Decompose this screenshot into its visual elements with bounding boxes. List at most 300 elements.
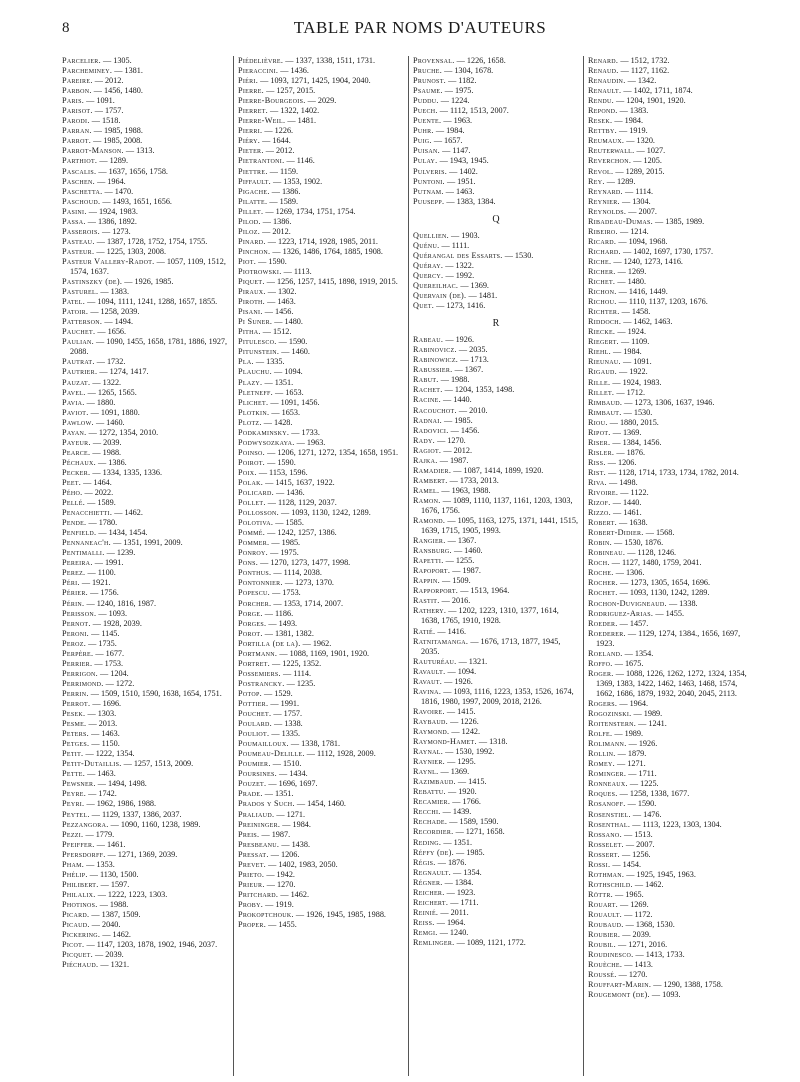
index-entry: Perrier. — 1753. [62, 658, 124, 668]
index-entry: Pennaneac'h. — 1351, 1991, 2009. [62, 538, 183, 548]
index-block-r [413, 335, 579, 948]
index-entry: Renard. — 1512, 1732. [588, 56, 670, 65]
index-entry: Raynal. — 1530, 1992. [413, 747, 495, 757]
index-entry: Röttr. — 1965. [588, 889, 644, 899]
index-entry: Rady. — 1270. [413, 435, 466, 445]
index-entry: Roussé. — 1270. [588, 970, 648, 980]
index-entry: Renaudin. — 1342. [588, 76, 657, 86]
index-entry: Parcelier. — 1305. [62, 56, 132, 65]
index-entry: Remgi. — 1240. [413, 927, 469, 937]
index-entry: Pellé. — 1589. [62, 498, 116, 508]
index-entry: Pulveris. — 1402. [413, 166, 478, 176]
index-entry: Roudinesco. — 1413, 1733. [588, 950, 685, 960]
index-entry: Poursines. — 1434. [238, 769, 308, 779]
index-entry: Quellien. — 1903. [413, 230, 480, 240]
index-entry: Portret. — 1225, 1352. [238, 658, 322, 668]
index-entry: Pouliot. — 1335. [238, 729, 301, 739]
index-entry: Pla. — 1335. [238, 357, 285, 367]
index-entry: Plichet. — 1091, 1456. [238, 397, 320, 407]
index-entry: Ravaut. — 1926. [413, 676, 473, 686]
index-entry: Plotkin. — 1653. [238, 407, 301, 417]
index-entry: Peytel. — 1129, 1337, 1386, 2037. [62, 809, 182, 819]
index-entry: Porge. — 1186. [238, 608, 294, 618]
index-entry: Pereira. — 1991. [62, 558, 124, 568]
index-entry: Perrimond. — 1272. [62, 678, 135, 688]
index-entry: Rolimann. — 1926. [588, 739, 658, 749]
index-entry: Porges. — 1493. [238, 618, 298, 628]
index-entry: Payeur. — 2039. [62, 437, 122, 447]
index-entry: Rossano. — 1513. [588, 829, 653, 839]
index-entry: Paschen. — 1964. [62, 176, 126, 186]
index-entry: Pilatte. — 1589. [238, 196, 299, 206]
index-entry: Rouault. — 1172. [588, 909, 653, 919]
index-entry: Pitunstein. — 1460. [238, 347, 310, 357]
index-entry: Resek. — 1984. [588, 116, 644, 126]
index-entry: Pfersdorff. — 1271, 1369, 2039. [62, 849, 178, 859]
index-block-p [413, 56, 579, 207]
index-entry: Paschetta. — 1470. [62, 186, 134, 196]
index-entry: Piot. — 1590. [238, 256, 287, 266]
page-title: TABLE PAR NOMS D'AUTEURS [293, 18, 547, 37]
index-entry: Paviot. — 1091, 1880. [62, 407, 140, 417]
index-entry: Polak. — 1415, 1637, 1922. [238, 477, 335, 487]
index-entry: Paulian. — 1090, 1455, 1658, 1781, 1886, 1927, 2088. [62, 337, 228, 357]
index-entry: Raymond. — 1242. [413, 727, 481, 736]
index-entry: Pautrier. — 1274, 1417. [62, 367, 149, 377]
index-entry: Perrigon. — 1204. [62, 668, 129, 678]
index-entry: Radnai. — 1985. [413, 415, 473, 425]
page-number: 8 [62, 20, 70, 36]
index-entry: Payan. — 1272, 1354, 2010. [62, 427, 159, 437]
index-entry: Renault. — 1402, 1711, 1874. [588, 86, 693, 96]
index-entry: Roederer. — 1129, 1274, 1384., 1656, 1697, 1923. [588, 628, 741, 648]
index-entry: Rouart. — 1269. [588, 899, 649, 909]
index-entry: Pruche. — 1304, 1678. [413, 66, 494, 76]
index-entry: Reiss. — 1964. [413, 917, 466, 927]
index-entry: Riddoch. — 1462, 1463. [588, 317, 673, 327]
index-entry: Proby. — 1919. [238, 899, 294, 909]
index-entry: Parcheminey. — 1381. [62, 66, 143, 76]
index-entry: Perrot. — 1696. [62, 699, 122, 708]
index-entry: Pawlow. — 1460. [62, 417, 125, 427]
index-entry: Parran. — 1985, 1988. [62, 126, 143, 136]
index-entry: Richou. — 1110, 1137, 1203, 1676. [588, 297, 708, 307]
index-entry: Ripot. — 1369. [588, 427, 642, 437]
index-entry: Péchaux. — 1386. [62, 457, 127, 467]
index-entry: Polotiva. — 1585. [238, 518, 304, 528]
index-entry: Rossert. — 1256. [588, 849, 651, 859]
index-entry: Rendu. — 1204, 1901, 1920. [588, 96, 686, 106]
index-entry: Quérangal des Essarts. — 1530. [413, 250, 534, 260]
index-entry: Rouèche. — 1413. [588, 960, 653, 970]
section-heading-r: R [492, 318, 500, 330]
index-entry: Reynier. — 1304. [588, 196, 651, 206]
index-entry: Ribeiro. — 1214. [588, 226, 649, 236]
index-entry: Rabinovicz. — 2035. [413, 345, 488, 355]
index-entry: Puntoni. — 1951. [413, 176, 476, 186]
index-entry: Potop. — 1529. [238, 688, 293, 698]
index-entry: Rist. — 1128, 1714, 1733, 1734, 1782, 2014. [588, 467, 739, 477]
index-entry: Riche. — 1240, 1273, 1416. [588, 256, 683, 266]
index-entry: Paris. — 1091. [62, 96, 115, 106]
index-entry: Pitha. — 1512. [238, 327, 292, 337]
index-entry: Régner. — 1384. [413, 877, 474, 887]
index-entry: Raynl. — 1369. [413, 767, 470, 777]
index-entry: Raynier. — 1295. [413, 757, 476, 767]
index-entry: Remlinger. — 1089, 1121, 1772. [413, 937, 526, 947]
index-entry: Petges. — 1150. [62, 739, 120, 749]
index-entry: Puisan. — 1147. [413, 146, 471, 156]
index-entry: Riegert. — 1109. [588, 337, 650, 347]
index-entry: Robin. — 1530, 1876. [588, 538, 664, 548]
index-entry: Rizof. — 1440. [588, 498, 642, 508]
index-entry: Quéray. — 1322. [413, 260, 474, 270]
index-entry: Pierre-Weil. — 1481. [238, 116, 317, 126]
index-entry: Rocher. — 1273, 1305, 1654, 1696. [588, 578, 711, 588]
index-entry: Rillet. — 1712. [588, 387, 645, 397]
index-entry: Roffo. — 1675. [588, 658, 644, 668]
index-entry: Puddu. — 1224. [413, 96, 470, 106]
index-entry: Picaud. — 2040. [62, 920, 121, 930]
index-entry: Photinos. — 1988. [62, 899, 129, 909]
index-entry: Pietrantoni. — 1146. [238, 156, 315, 166]
index-entry: Razimbaud. — 1415. [413, 777, 487, 787]
index-entry: Riecke. — 1924. [588, 327, 646, 337]
index-entry: Roeland. — 1354. [588, 648, 654, 658]
index-entry: Parthiot. — 1289. [62, 156, 128, 166]
index-entry: Recamier. — 1766. [413, 797, 481, 807]
index-entry: Parodi. — 1518. [62, 116, 121, 126]
index-entry: Pasturel. — 1383. [62, 287, 130, 297]
index-entry: Plotz. — 1428. [238, 417, 293, 427]
index-entry: Pieraccini. — 1436. [238, 66, 309, 76]
index-entry: Riehl. — 1984. [588, 347, 642, 357]
index-entry: Pareire. — 2012. [62, 76, 124, 86]
index-entry: Poumier. — 1510. [238, 759, 302, 769]
index-entry: Rieunau. — 1091. [588, 357, 652, 367]
index-entry: Romey. — 1271. [588, 759, 646, 769]
index-entry: Riss. — 1206. [588, 457, 637, 467]
index-entry: Recchi. — 1439. [413, 807, 472, 817]
index-entry: Pritchard. — 1462. [238, 889, 309, 899]
index-entry: Poumailloux. — 1338, 1781. [238, 739, 341, 749]
index-entry: Rodriguez-Arias. — 1455. [588, 608, 684, 618]
index-entry: Pouchet. — 1757. [238, 709, 303, 719]
index-entry: Popescu. — 1753. [238, 588, 301, 598]
index-entry: Pommer. — 1985. [238, 538, 301, 548]
index-entry: Pecker. — 1334, 1335, 1336. [62, 467, 163, 477]
index-entry: Raybaud. — 1226. [413, 716, 479, 726]
index-column-2 [233, 56, 408, 1076]
index-entry: Rothschild. — 1462. [588, 879, 664, 889]
index-entry: Rominger. — 1711. [588, 769, 657, 779]
index-entry: Postrancky. — 1235. [238, 678, 316, 688]
index-entry: Rechade. — 1589, 1590. [413, 817, 499, 827]
index-entry: Recordier. — 1271, 1658. [413, 827, 505, 837]
index-entry: Roch. — 1127, 1480, 1759, 2041. [588, 558, 702, 568]
index-entry: Parisot. — 1757. [62, 106, 124, 116]
index-entry: Ramadier. — 1087, 1414, 1899, 1920. [413, 465, 544, 475]
index-entry: Roeder. — 1457. [588, 618, 649, 628]
index-entry: Reicher. — 1923. [413, 887, 476, 897]
index-entry: Petit. — 1222, 1354. [62, 749, 135, 759]
index-entry: Rettby. — 1919. [588, 126, 648, 136]
index-entry: Rabussier. — 1367. [413, 365, 484, 375]
index-entry: Piquet. — 1256, 1257, 1415, 1898, 1919, 2015. [238, 277, 398, 287]
index-entry: Peet. — 1464. [62, 477, 112, 487]
index-entry: Roche. — 1306. [588, 568, 645, 578]
index-entry: Piettre. — 1159. [238, 166, 299, 176]
index-entry: Rangier. — 1367. [413, 536, 477, 546]
index-entry: Preininger. — 1984. [238, 819, 311, 829]
index-entry: Petit-Dutaillis. — 1257, 1513, 2009. [62, 759, 194, 769]
index-entry: Podkaminsky. — 1733. [238, 427, 320, 437]
index-entry: Porot. — 1381, 1382. [238, 628, 314, 638]
index-entry: Poulard. — 1338. [238, 719, 303, 729]
index-entry: Prados y Such. — 1454, 1460. [238, 799, 346, 809]
index-entry: Regnault. — 1354. [413, 867, 482, 877]
index-entry: Rapetti. — 1255. [413, 556, 475, 566]
index-columns [58, 56, 788, 1076]
index-entry: Rollin. — 1879. [588, 749, 647, 759]
index-entry: Prokoptchouk. — 1926, 1945, 1985, 1988. [238, 909, 386, 919]
index-entry: Ricard. — 1094, 1968. [588, 236, 668, 246]
index-entry: Porcher. — 1353, 1714, 2007. [238, 598, 343, 608]
index-entry: Rille. — 1924, 1983. [588, 377, 662, 387]
index-entry: Rochon-Duvigneaud. — 1338. [588, 598, 698, 608]
index-entry: Pauzat. — 1322. [62, 377, 122, 387]
index-entry: Pesek. — 1303. [62, 709, 117, 719]
index-entry: Rothman. — 1925, 1945, 1963. [588, 869, 696, 879]
index-entry: Piotrowski. — 1113. [238, 266, 312, 276]
index-entry: Preis. — 1987. [238, 829, 291, 839]
index-entry: Perez. — 1100. [62, 568, 116, 578]
section-heading-q: Q [492, 213, 500, 225]
index-entry: Passerois. — 1273. [62, 226, 131, 236]
index-entry: Plazy. — 1351. [238, 377, 294, 387]
index-entry: Rathery. — 1202, 1223, 1310, 1377, 1614, 1638, 1765, 1910, 1928. [413, 606, 559, 626]
index-entry: Perpère. — 1677. [62, 648, 125, 658]
index-entry: Quereilhac. — 1369. [413, 280, 489, 290]
index-entry: Risler. — 1876. [588, 447, 645, 457]
index-entry: Rosselet. — 2007. [588, 839, 655, 849]
index-entry: Reuterwall. — 1027. [588, 146, 666, 156]
index-entry: Puech. — 1112, 1513, 2007. [413, 106, 509, 116]
index-entry: Pfeiffer. — 1461. [62, 839, 126, 849]
index-entry: Quercy. — 1992. [413, 270, 475, 280]
index-entry: Rajka. — 1987. [413, 455, 469, 465]
index-entry: Rigaud. — 1922. [588, 367, 648, 377]
index-entry: Pulay. — 1943, 1945. [413, 156, 489, 166]
index-entry: Penacchietti. — 1462. [62, 508, 143, 518]
index-entry: Piéri. — 1093, 1271, 1425, 1904, 2040. [238, 76, 371, 86]
index-entry: Pigache. — 1386. [238, 186, 301, 196]
index-entry: Périn. — 1240, 1816, 1987. [62, 598, 157, 608]
index-entry: Pressat. — 1206. [238, 849, 300, 859]
index-entry: Pham. — 1353. [62, 859, 115, 869]
index-entry: Pierre. — 1257, 2015. [238, 86, 316, 96]
index-entry: Reding. — 1351. [413, 837, 472, 847]
index-entry: Richard. — 1402, 1697, 1730, 1757. [588, 246, 714, 256]
index-entry: Ronneaux. — 1225. [588, 779, 659, 789]
index-entry: Richon. — 1416, 1449. [588, 287, 668, 297]
index-entry: Rauturéau. — 1321. [413, 656, 488, 666]
index-entry: Pette. — 1463. [62, 769, 116, 779]
index-entry: Pletneff. — 1653. [238, 387, 304, 397]
index-entry: Pierre-Bourgeois. — 2029. [238, 96, 337, 106]
index-entry: Rastit. — 2016. [413, 596, 471, 606]
index-entry: Prade. — 1351. [238, 789, 294, 799]
index-entry: Pernot. — 1928, 2039. [62, 618, 142, 628]
index-entry: Piloz. — 2012. [238, 226, 291, 236]
index-entry: Rabeau. — 1926. [413, 335, 474, 345]
index-entry: Ransburg. — 1460. [413, 546, 483, 556]
index-entry: Patel. — 1094, 1111, 1241, 1288, 1657, 1855. [62, 297, 218, 307]
index-entry: Robert. — 1638. [588, 518, 648, 528]
index-entry: Pewsner. — 1494, 1498. [62, 779, 147, 789]
index-entry: Portilla (de la). — 1962. [238, 638, 332, 648]
index-entry: Picquet. — 2039. [62, 950, 124, 960]
index-entry: Pottier. — 1991. [238, 699, 300, 708]
index-entry: Pezzangora. — 1090, 1160, 1238, 1989. [62, 819, 201, 829]
index-entry: Rabinowicz. — 1713. [413, 355, 489, 365]
index-entry: Patoir. — 1258, 2039. [62, 307, 140, 317]
index-entry: Riou. — 1880, 2015. [588, 417, 659, 427]
index-entry: Rappin. — 1509. [413, 576, 471, 586]
index-entry: Pouzet. — 1696, 1697. [238, 779, 318, 789]
index-entry: Pommé. — 1242, 1257, 1386. [238, 528, 337, 538]
index-entry: Piffault. — 1353, 1902. [238, 176, 323, 186]
index-entry: Proper. — 1455. [238, 920, 297, 930]
index-entry: Penfield. — 1434, 1454. [62, 528, 148, 538]
index-entry: Ponthus. — 1114, 2038. [238, 568, 322, 578]
index-entry: Rogozinski. — 1989. [588, 709, 663, 719]
index-entry: Prunost. — 1182. [413, 76, 477, 86]
index-entry: Piédelièvre. — 1337, 1338, 1511, 1731. [238, 56, 376, 65]
index-entry: Prieto. — 1942. [238, 869, 295, 879]
index-entry: Pons. — 1270, 1273, 1477, 1998. [238, 558, 351, 568]
index-entry: Piéchaud. — 1321. [62, 960, 130, 970]
index-entry: Pisani. — 1456. [238, 307, 294, 317]
index-entry: Ribadeau-Dumas. — 1385, 1989. [588, 216, 705, 226]
index-entry: Pickering. — 1462. [62, 930, 131, 940]
index-entry: Pasteau. — 1387, 1728, 1752, 1754, 1755. [62, 236, 208, 246]
index-block-q [413, 231, 579, 311]
index-entry: Racine. — 1440. [413, 395, 472, 405]
index-entry: Rochet. — 1093, 1130, 1242, 1289. [588, 588, 710, 598]
index-column-3 [408, 56, 583, 1076]
index-entry: Provensal. — 1226, 1658. [413, 56, 506, 65]
index-entry: Piroth. — 1463. [238, 297, 296, 307]
index-entry: Philibert. — 1597. [62, 879, 130, 889]
index-entry: Presbeanu. — 1438. [238, 839, 310, 849]
index-entry: Pentimalli. — 1239. [62, 548, 136, 558]
index-entry: Poinso. — 1206, 1271, 1272, 1354, 1658, 1951. [238, 447, 399, 457]
index-entry: Réffy (de). — 1985. [413, 847, 485, 857]
index-entry: Rogers. — 1964. [588, 699, 648, 708]
index-entry: Pezzi. — 1779. [62, 829, 115, 839]
index-entry: Perrin. — 1509, 1510, 1590, 1638, 1654, 1751. [62, 688, 222, 698]
index-entry: Rizzo. — 1461. [588, 508, 642, 518]
index-entry: Reverchon. — 1205. [588, 156, 662, 166]
index-entry: Poumeau-Delille. — 1112, 1928, 2009. [238, 749, 376, 759]
index-entry: Richet. — 1480. [588, 277, 646, 287]
index-entry: Policard. — 1436. [238, 488, 305, 498]
index-entry: Puhr. — 1984. [413, 126, 465, 136]
index-entry: Roques. — 1258, 1338, 1677. [588, 789, 690, 799]
index-entry: Puente. — 1963. [413, 116, 473, 126]
index-entry: Pascalis. — 1637, 1656, 1758. [62, 166, 168, 176]
index-entry: Pontonnier. — 1273, 1370. [238, 578, 334, 588]
index-entry: Rosanoff. — 1590. [588, 799, 657, 809]
index-entry: Puusepp. — 1383, 1384. [413, 196, 496, 206]
index-entry: Ratié. — 1416. [413, 626, 467, 636]
index-entry: Rachet. — 1204, 1353, 1498. [413, 385, 515, 395]
index-entry: Peroni. — 1145. [62, 628, 120, 638]
index-entry: Ramon. — 1089, 1110, 1137, 1161, 1203, 1303, 1676, 1756. [413, 495, 573, 515]
index-entry: Radovici. — 1456. [413, 425, 480, 435]
index-entry: Roitenstern. — 1241. [588, 719, 667, 729]
index-entry: Ravoire. — 1415. [413, 706, 476, 716]
index-entry: Roubaud. — 1368, 1530. [588, 920, 675, 930]
index-entry: Psaume. — 1975. [413, 86, 474, 96]
index-entry: Robert-Didier. — 1568. [588, 528, 675, 538]
index-entry: Pilod. — 1386. [238, 216, 292, 226]
index-entry: Puig. — 1657. [413, 136, 463, 146]
index-entry: Ramel. — 1963, 1988. [413, 485, 491, 495]
index-entry: Pavel. — 1265, 1565. [62, 387, 137, 397]
index-entry: Podwysozkaya. — 1963. [238, 437, 326, 447]
index-entry: Peyri. — 1962, 1986, 1988. [62, 799, 157, 809]
index-entry: Pasteur. — 1225, 1303, 2008. [62, 246, 166, 256]
index-entry: Pastinszky (de). — 1926, 1985. [62, 277, 174, 287]
index-entry: Pauchet. — 1656. [62, 327, 127, 337]
index-entry: Repond. — 1383. [588, 106, 649, 116]
index-entry: Prevet. — 1402, 1983, 2050. [238, 859, 338, 869]
index-entry: Pasini. — 1924, 1983. [62, 206, 138, 216]
index-entry: Rimbaud. — 1273, 1306, 1637, 1946. [588, 397, 715, 407]
index-entry: Pautrat. — 1732. [62, 357, 126, 367]
index-column-1 [58, 56, 233, 1076]
index-entry: Riser. — 1384, 1456. [588, 437, 662, 447]
index-entry: Raymond-Hamet. — 1318. [413, 737, 508, 747]
index-entry: Rouffart-Marin. — 1290, 1388, 1758. [588, 980, 723, 990]
index-entry: Renaud. — 1127, 1162. [588, 66, 670, 76]
index-entry: Picard. — 1387, 1509. [62, 909, 141, 919]
index-entry: Roger. — 1088, 1226, 1262, 1272, 1324, 1354, 1369, 1383, 1422, 1462, 1463, 1468, 1574, 1662, 1686, 1879, 1932, 2040, 2045, 2113. [588, 668, 747, 698]
index-entry: Portmann. — 1088, 1169, 1901, 1920. [238, 648, 370, 658]
index-entry: Pinard. — 1223, 1714, 1928, 1985, 2011. [238, 236, 378, 246]
index-entry: Ravault. — 1094. [413, 666, 477, 676]
index-entry: Picot. — 1147, 1203, 1878, 1902, 1946, 2037. [62, 940, 218, 950]
index-entry: Roubier. — 2039. [588, 930, 651, 940]
index-entry: Revol. — 1289, 2015. [588, 166, 665, 176]
index-entry: Pavia. — 1880. [62, 397, 116, 407]
index-entry: Reichert. — 1711. [413, 897, 479, 907]
index-entry: Pollet. — 1128, 1129, 2037. [238, 498, 337, 508]
index-entry: Pasteur Vallery-Radot. — 1057, 1109, 1512, 1574, 1637. [62, 256, 226, 276]
index-entry: Rabut. — 1988. [413, 375, 470, 385]
index-entry: Piraux. — 1302. [238, 287, 297, 297]
index-entry: Pierret. — 1322, 1402. [238, 106, 320, 116]
index-entry: Riva. — 1498. [588, 477, 638, 487]
index-entry: Rebattu. — 1920. [413, 787, 477, 797]
index-entry: Phélip. — 1130, 1500. [62, 869, 139, 879]
index-column-4 [583, 56, 758, 1076]
index-entry: Racouchot. — 2010. [413, 405, 488, 415]
index-entry: Prieur. — 1270. [238, 879, 296, 889]
index-entry: Pieter. — 2012. [238, 146, 295, 156]
